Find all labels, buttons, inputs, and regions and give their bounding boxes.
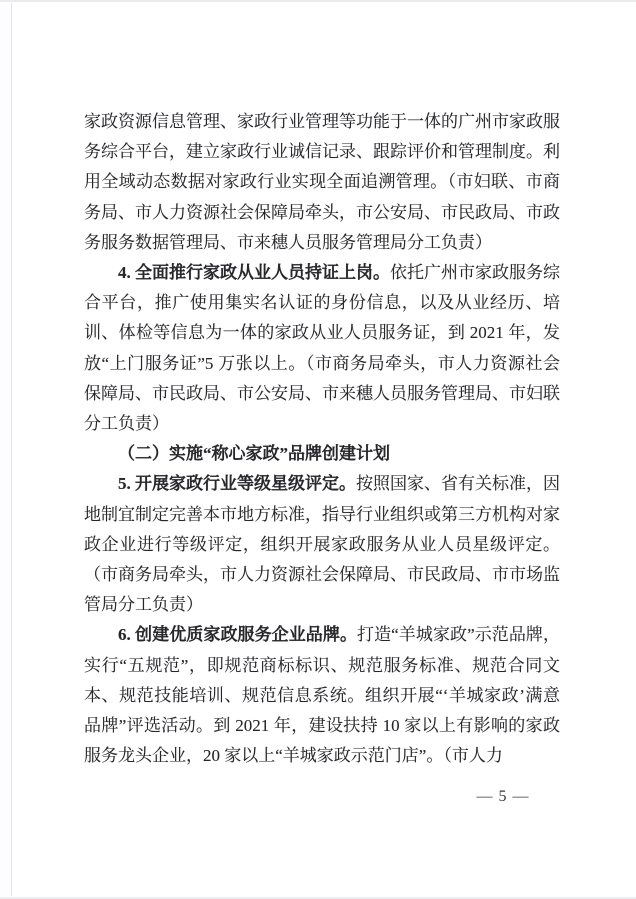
page-number: — 5 — bbox=[476, 788, 530, 805]
document-body bbox=[84, 107, 560, 771]
item-6-text: 打造“羊城家政”示范品牌，实行“五规范”，即规范商标标识、规范服务标准、规范合同文本、规范技能培训、规范信息系统。组织开展“‘羊城家政’满意品牌”评选活动。到 2021 年，建设扶持 10 家以上有影响的家政服务龙头企业，20 家以上“羊城家政示范门店”。（市人力 bbox=[84, 625, 561, 766]
section-heading-text: （二）实施“称心家政”品牌创建计划 bbox=[118, 444, 390, 464]
paragraph-item-4 bbox=[84, 258, 560, 439]
paragraph-item-6 bbox=[84, 620, 560, 771]
item-5-lead: 5. 开展家政行业等级星级评定。 bbox=[118, 474, 356, 494]
item-5-text: 按照国家、省有关标准，因地制宜制定完善本市地方标准，指导行业组织或第三方机构对家政企业进行等级评定，组织开展家政服务从业人员星级评定。（市商务局牵头，市人力资源社会保障局、市民政局、市市场监管局分工负责） bbox=[84, 474, 560, 615]
scan-edge-top bbox=[0, 0, 636, 2]
item-4-lead: 4. 全面推行家政从业人员持证上岗。 bbox=[118, 263, 390, 283]
item-6-lead: 6. 创建优质家政服务企业品牌。 bbox=[118, 625, 358, 645]
paragraph-text: 家政资源信息管理、家政行业管理等功能于一体的广州市家政服务综合平台，建立家政行业诚信记录、跟踪评价和管理制度。利用全域动态数据对家政行业实现全面追溯管理。（市妇联、市商务局、市人力资源社会保障局牵头，市公安局、市民政局、市政务服务数据管理局、市来穗人员服务管理局分工负责） bbox=[84, 112, 560, 252]
paragraph-continuation bbox=[84, 107, 560, 258]
paragraph-item-5 bbox=[84, 469, 560, 620]
section-heading-2 bbox=[84, 439, 560, 469]
item-4-text: 依托广州市家政服务综合平台，推广使用集实名认证的身份信息，以及从业经历、培训、体检等信息为一体的家政从业人员服务证，到 2021 年，发放“上门服务证”5 万张以上。（市商务局牵头，市人力资源社会保障局、市民政局、市公安局、市来穗人员服务管理局、市妇联分工负责） bbox=[84, 263, 560, 434]
